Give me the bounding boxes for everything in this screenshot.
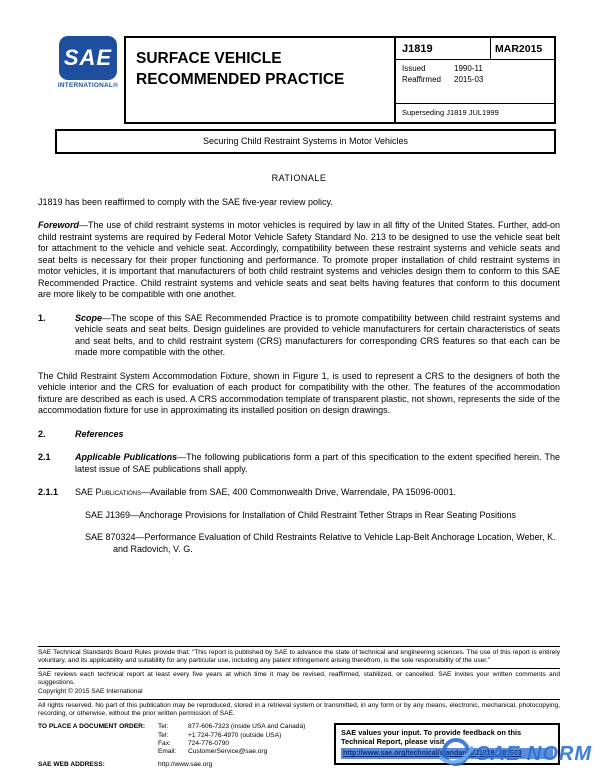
- reaffirmed-label: Reaffirmed: [402, 74, 441, 84]
- reference-item: SAE 870324—Performance Evaluation of Child Restraints Relative to Vehicle Lap-Belt Anchorage Location, Weber, K. and Radovich, V. G.: [85, 532, 556, 554]
- sae-logo: [55, 36, 121, 89]
- foreword-text: —The use of child restraint systems in motor vehicles is required by law in all fifty of the United States. Further, add-on child restraint systems are required by Federal Motor Vehicle Safety Standard No. 213 to be designed to use the vehicle seat belt for attachment to the vehicle and vehicle seat. Accordingly, compatibility between these restraint systems and vehicle seats and seat belts is necessary for their proper functioning and performance. To promote proper installation of child restraint systems in motor vehicles, it is important that manufacturers of both child restraint systems and vehicles design them to conform to this SAE Recommended Practice. Child restraint systems and vehicle seats and seat belts having features that conform to this document are more likely to be compatible with one another.: [38, 220, 560, 299]
- footer-notice-rules: SAE Technical Standards Board Rules provide that: “This report is published by SAE to advance the state of technical and engineering sciences. The use of this report is entirely voluntary, and its applicability and suitability for any particular use, including any patent infringement arising therefrom, is the sole responsibility of the user.”: [38, 648, 560, 664]
- doc-type-title: [126, 38, 394, 122]
- doc-type-line1: SURFACE VEHICLE: [136, 50, 282, 67]
- document-body: [38, 173, 560, 555]
- order-email-address[interactable]: CustomerService@sae.org: [188, 748, 268, 756]
- references-heading-row: [38, 429, 560, 441]
- order-email: Email: CustomerService@sae.org: [158, 748, 268, 756]
- order-fax: Fax: 724-776-0790: [158, 739, 230, 747]
- order-tel-intl: Tel: +1 724-776-4970 (outside USA): [158, 731, 282, 739]
- scope-number: 1.: [38, 312, 46, 323]
- sae-logo-subtext: INTERNATIONAL®: [57, 82, 119, 89]
- scope-paragraph-2: The Child Restraint System Accommodation Fixture, shown in Figure 1, is used to represent a CRS to the designers of both the vehicle interior and the CRS for evaluation of each product for compatibility with the other. The features of the accommodation fixture are described as each is used. A CRS accommodation template of transparent plastic, not shown, represents the side of the accommodation fixture for use in approximating its installed position on design drawings.: [38, 370, 560, 415]
- doc-date: MAR2015: [490, 38, 554, 59]
- issued-label: Issued: [402, 64, 426, 73]
- sae-publications-label: SAE Publications: [75, 487, 142, 497]
- sae-publications-number: 2.1.1: [38, 487, 59, 497]
- doc-history: [396, 60, 554, 104]
- foreword-label: Foreword: [38, 220, 80, 230]
- doc-id-row: [396, 38, 554, 60]
- doc-meta-cell: [394, 38, 554, 122]
- references-heading: References: [75, 428, 124, 439]
- sae-logo-mark: [59, 36, 117, 80]
- scope-text: —The scope of this SAE Recommended Practice is to promote compatibility between child restraint systems and vehicle seats and seat belts. Design guidelines are provided to vehicle manufacturers for certain characteristics of seats and seat belts, and to child restraint system (CRS) manufacturers for corresponding CRS features so that each can be made more compatible with the other.: [75, 312, 560, 357]
- footer-bottom-row: [38, 723, 560, 770]
- foreword-paragraph: [38, 220, 560, 301]
- footer-divider: [38, 668, 560, 669]
- scope-label: Scope: [75, 312, 103, 323]
- sae-publications-text: —Available from SAE, 400 Commonwealth Drive, Warrendale, PA 15096-0001.: [141, 487, 457, 497]
- doc-title: Securing Child Restraint Systems in Motor Vehicles: [55, 129, 556, 154]
- scope-paragraph: [75, 313, 560, 359]
- order-tel-usa: Tel: 877-606-7323 (inside USA and Canada): [158, 723, 306, 731]
- reaffirmed-value: 2015-03: [454, 74, 484, 84]
- footer-rights: All rights reserved. No part of this publication may be reproduced, stored in a retrieval system or transmitted, in any form or by any means, electronic, mechanical, photocopying, recording, or otherwise, without the prior written permission of SAE.: [38, 701, 560, 717]
- watermark-text: SAE NORM: [476, 743, 592, 765]
- superseding-note: Superseding J1819 JUL1999: [402, 108, 499, 117]
- applicable-paragraph: [75, 452, 560, 475]
- sae-logo-text: SAE: [63, 45, 113, 70]
- document-header: [55, 36, 556, 124]
- reference-item: SAE J1369—Anchorage Provisions for Installation of Child Restraint Tether Straps in Rear Seating Positions: [85, 509, 517, 520]
- applicable-publications-section: [38, 452, 560, 475]
- sae-publications-section: [38, 487, 560, 499]
- footer-copyright: Copyright © 2015 SAE International: [38, 687, 143, 695]
- document-footer: [38, 643, 560, 770]
- footer-divider: [38, 699, 560, 700]
- references-number: 2.: [38, 428, 46, 439]
- order-info: [38, 723, 334, 770]
- feedback-text: SAE values your input. To provide feedback on this Technical Report, please visit: [341, 728, 522, 747]
- reaffirmed-line: [402, 75, 548, 86]
- feedback-url-link[interactable]: http://www.sae.org/technical/standards/J1819_201503: [341, 748, 553, 759]
- header-title-box: [124, 36, 556, 124]
- feedback-box: [334, 723, 560, 765]
- sae-web-link[interactable]: http://www.sae.org: [158, 760, 213, 768]
- issued-line: [402, 64, 548, 75]
- doc-type-line2: RECOMMENDED PRACTICE: [136, 71, 345, 88]
- applicable-text: —The following publications form a part of this specification to the extent specified herein. The latest issue of SAE publications shall apply.: [75, 452, 560, 474]
- web-address-label: SAE WEB ADDRESS:: [38, 760, 105, 768]
- footer-notice-review: SAE reviews each technical report at least every five years at which time it may be revised, reaffirmed, stabilized, or cancelled. SAE invites your written comments and suggestions.: [38, 671, 560, 687]
- issued-value: 1990-11: [454, 64, 483, 73]
- order-label: TO PLACE A DOCUMENT ORDER:: [38, 723, 146, 731]
- applicable-number: 2.1: [38, 452, 51, 462]
- rationale-text: J1819 has been reaffirmed to comply with the SAE five-year review policy.: [38, 196, 333, 207]
- rationale-heading: RATIONALE: [271, 173, 327, 183]
- footer-divider: [38, 646, 560, 647]
- applicable-label: Applicable Publications: [75, 452, 178, 462]
- sae-publications-paragraph: [75, 487, 560, 499]
- scope-section: [38, 313, 560, 359]
- doc-number: J1819: [402, 43, 433, 55]
